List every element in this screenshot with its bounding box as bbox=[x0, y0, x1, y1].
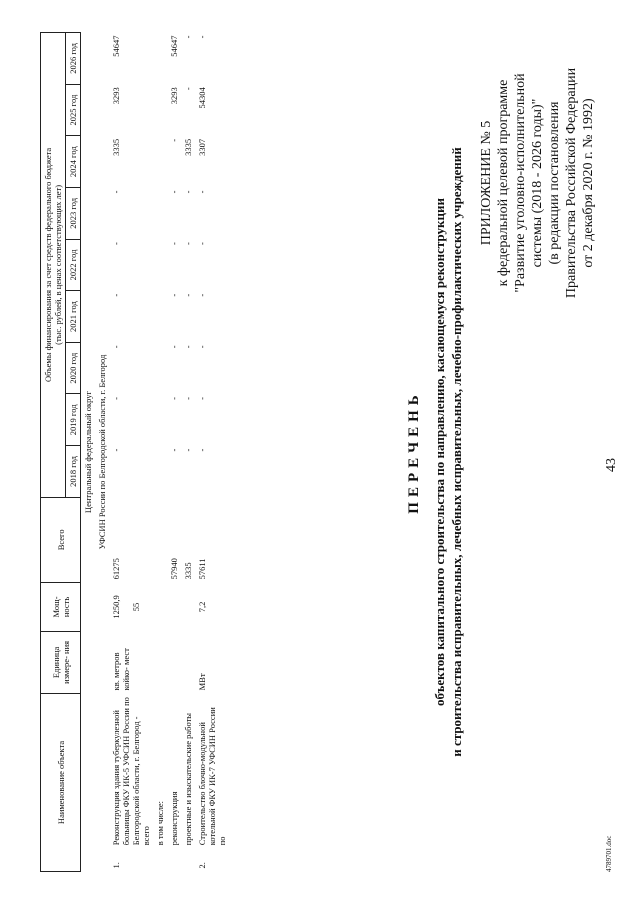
row-year-value: - bbox=[111, 293, 121, 297]
row-object-name: реконструкция bbox=[169, 791, 179, 846]
appendix-line: системы (2018 - 2026 годы)" bbox=[530, 98, 545, 268]
row-total: 61275 bbox=[111, 558, 121, 580]
row-year-value: - bbox=[183, 190, 193, 194]
row-empty bbox=[153, 33, 167, 694]
header-unit: Единица измере- ния bbox=[41, 631, 81, 693]
row-unit: МВт bbox=[197, 673, 207, 691]
footer-doc-code: 4789701.doc bbox=[605, 835, 613, 872]
row-year-value: - bbox=[169, 345, 179, 349]
appendix-line: ПРИЛОЖЕНИЕ № 5 bbox=[479, 120, 494, 246]
capacity-value-2: 55 bbox=[131, 602, 141, 612]
row-unit bbox=[167, 631, 181, 693]
row-capacity: 7,2 bbox=[197, 601, 207, 613]
header-year: 2023 год bbox=[66, 188, 81, 240]
appendix-line: к федеральной целевой программе bbox=[496, 79, 511, 287]
header-funding bbox=[41, 33, 66, 498]
row-year-value: - bbox=[111, 448, 121, 452]
row-number bbox=[181, 848, 195, 871]
row-year-value: - bbox=[183, 242, 193, 245]
header-year: 2021 год bbox=[66, 291, 81, 343]
header-name: Наименование объекта bbox=[41, 693, 81, 871]
row-number bbox=[153, 848, 167, 871]
page-number: 43 bbox=[604, 458, 619, 472]
appendix-line: Правительства Российской Федерации bbox=[564, 67, 579, 299]
row-year-value: - bbox=[183, 293, 193, 297]
header-year: 2018 год bbox=[66, 446, 81, 498]
appendix-line: от 2 декабря 2020 г. № 1992) bbox=[581, 98, 596, 268]
table-row bbox=[167, 33, 181, 872]
row-object-name: Реконструкция здания туберкулезной больницы ФКУ ИК-5 УФСИН России по Белгородской области, г. Белгород - всего bbox=[111, 697, 151, 846]
row-number bbox=[167, 848, 181, 871]
row-year-value: 3335 bbox=[111, 138, 121, 156]
row-number: 1. bbox=[111, 862, 121, 869]
row-capacity bbox=[181, 582, 195, 631]
table-row bbox=[153, 33, 167, 872]
table-row bbox=[195, 33, 229, 872]
region-district: Центральный федеральный округ bbox=[83, 390, 93, 514]
header-year: 2025 год bbox=[66, 84, 81, 136]
row-year-value: 3307 bbox=[197, 138, 207, 156]
row-year-value: 3293 bbox=[169, 87, 179, 105]
header-year: 2019 год bbox=[66, 394, 81, 446]
row-year-value: - bbox=[197, 293, 207, 297]
row-year-value: - bbox=[169, 242, 179, 245]
header-year: 2026 год bbox=[66, 33, 81, 85]
header-year: 2024 год bbox=[66, 136, 81, 188]
row-year-value: - bbox=[183, 345, 193, 349]
header-funding-title: Объемы финансирования за счет средств федерального бюджета bbox=[43, 147, 53, 382]
header-year: 2022 год bbox=[66, 239, 81, 291]
row-number: 2. bbox=[197, 862, 207, 869]
row-total: 57940 bbox=[169, 558, 179, 580]
row-unit bbox=[109, 631, 153, 693]
row-year-value: - bbox=[183, 448, 193, 452]
row-year-value: - bbox=[197, 345, 207, 349]
row-total: 3335 bbox=[183, 562, 193, 580]
header-capacity: Мощ- ность bbox=[41, 582, 81, 631]
document-title bbox=[406, 52, 465, 852]
appendix-header bbox=[478, 18, 597, 348]
header-year: 2020 год bbox=[66, 342, 81, 394]
row-year-value: - bbox=[197, 242, 207, 245]
table-row bbox=[109, 33, 153, 872]
objects-table bbox=[40, 32, 229, 872]
row-total: 57611 bbox=[197, 558, 207, 580]
row-year-value: 54647 bbox=[111, 35, 121, 57]
row-year-value: 3293 bbox=[111, 87, 121, 105]
title-line: объектов капитального строительства по направлению, касающемуся реконструкции bbox=[432, 198, 447, 706]
title-line: и строительства исправительных, лечебных исправительных, лечебно-профилактических учреждений bbox=[449, 147, 464, 757]
region-subject: УФСИН России по Белгородской области, г. Белгород bbox=[97, 354, 107, 550]
row-year-value: 3335 bbox=[183, 138, 193, 156]
title-heading: ПЕРЕЧЕНЬ bbox=[406, 390, 422, 514]
row-year-value: - bbox=[183, 35, 193, 39]
row-year-value: - bbox=[111, 345, 121, 349]
header-total: Всего bbox=[41, 497, 81, 582]
row-year-value: - bbox=[169, 190, 179, 194]
row-year-value: - bbox=[197, 190, 207, 194]
row-object-name: проектные и изыскательские работы bbox=[183, 712, 193, 846]
appendix-line: "Развитие уголовно-исполнительной bbox=[513, 73, 528, 293]
row-year-value: - bbox=[169, 138, 179, 142]
row-year-value: - bbox=[169, 448, 179, 452]
header-funding-sub: (тыс. рублей, в ценах соответствующих лет) bbox=[53, 184, 63, 345]
row-object-name: Строительство блочно-модульной котельной ФКУ ИК-7 УФСИН России по bbox=[197, 707, 227, 846]
unit-value: кв. метров bbox=[111, 652, 121, 691]
row-year-value: - bbox=[197, 35, 207, 39]
row-year-value: - bbox=[197, 448, 207, 452]
unit-value-2: койко- мест bbox=[121, 648, 131, 691]
table-row bbox=[181, 33, 195, 872]
row-year-value: - bbox=[169, 397, 179, 400]
row-year-value: - bbox=[183, 87, 193, 91]
row-year-value: - bbox=[169, 293, 179, 297]
row-year-value: - bbox=[111, 397, 121, 400]
row-capacity bbox=[167, 582, 181, 631]
row-year-value: - bbox=[111, 190, 121, 194]
row-year-value: - bbox=[183, 397, 193, 400]
row-year-value: - bbox=[197, 397, 207, 400]
row-year-value: 54647 bbox=[169, 35, 179, 57]
landscape-content bbox=[20, 12, 620, 892]
row-year-value: 54304 bbox=[197, 87, 207, 109]
row-capacity bbox=[109, 582, 153, 631]
row-year-value: - bbox=[111, 242, 121, 245]
capacity-value: 1250,9 bbox=[111, 595, 121, 619]
row-unit bbox=[181, 631, 195, 693]
row-object-name: в том числе: bbox=[155, 800, 165, 846]
appendix-line: (в редакции постановления bbox=[547, 101, 562, 265]
